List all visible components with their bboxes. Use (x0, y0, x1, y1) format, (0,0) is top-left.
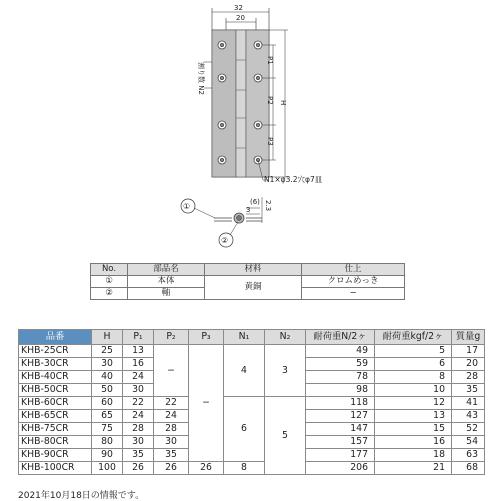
cell-load-n: 98 (306, 384, 375, 397)
col-p1: P₁ (123, 330, 154, 345)
cell-p1: 16 (123, 358, 154, 371)
cell-p2: 35 (154, 449, 189, 462)
cell-p1: 30 (123, 384, 154, 397)
cell-p2: 28 (154, 423, 189, 436)
cell-mass: 20 (452, 358, 485, 371)
cell-p1: 30 (123, 436, 154, 449)
width-outer-label: 32 (234, 4, 243, 12)
cell-model: KHB-65CR (19, 410, 92, 423)
cell-p1: 24 (123, 410, 154, 423)
parts-no: ① (91, 276, 128, 288)
cell-model: KHB-75CR (19, 423, 92, 436)
cell-n1-merged: 6 (224, 397, 265, 462)
cell-p1: 13 (123, 345, 154, 358)
table-row (19, 462, 485, 475)
cell-h: 75 (92, 423, 123, 436)
callout-2 (219, 222, 238, 247)
cell-mass: 41 (452, 397, 485, 410)
parts-col-material: 材料 (205, 264, 302, 276)
cell-p1: 24 (123, 371, 154, 384)
cell-load-kgf: 18 (375, 449, 452, 462)
cell-load-n: 78 (306, 371, 375, 384)
thickness-label: 2.3 (264, 200, 272, 212)
cell-model: KHB-50CR (19, 384, 92, 397)
cell-h: 80 (92, 436, 123, 449)
cell-load-kgf: 10 (375, 384, 452, 397)
cell-load-kgf: 21 (375, 462, 452, 475)
cell-p2: 30 (154, 436, 189, 449)
footnote: 2021年10月18日の情報です。 (18, 491, 145, 501)
parts-finish: − (302, 288, 405, 300)
cell-load-n: 177 (306, 449, 375, 462)
parts-material: 黄銅 (205, 276, 302, 300)
col-load-n: 耐荷重N/2ヶ (306, 330, 375, 345)
cell-load-kgf: 16 (375, 436, 452, 449)
cell-load-n: 127 (306, 410, 375, 423)
cell-load-kgf: 12 (375, 397, 452, 410)
cell-p1: 35 (123, 449, 154, 462)
cell-load-kgf: 6 (375, 358, 452, 371)
col-mass: 質量g (452, 330, 485, 345)
hole-spec-label: N1×φ3.2穴φ7皿 (264, 175, 323, 184)
cell-h: 50 (92, 384, 123, 397)
cell-p2: 26 (154, 462, 189, 475)
cell-model: KHB-100CR (19, 462, 92, 475)
cell-p2: 24 (154, 410, 189, 423)
cell-model: KHB-30CR (19, 358, 92, 371)
offset-label: 3 (246, 206, 251, 214)
col-load-kgf: 耐荷重kgf/2ヶ (375, 330, 452, 345)
cell-load-n: 118 (306, 397, 375, 410)
parts-col-finish: 仕上 (302, 264, 405, 276)
table-row (19, 397, 485, 410)
parts-col-no: No. (91, 264, 128, 276)
cell-load-n: 49 (306, 345, 375, 358)
table-row (91, 276, 405, 288)
parts-part: 本体 (128, 276, 205, 288)
cell-mass: 43 (452, 410, 485, 423)
cell-load-kgf: 5 (375, 345, 452, 358)
parts-table (90, 263, 405, 300)
parts-table-header (91, 264, 405, 276)
pitch-label-3: P3 (266, 137, 274, 146)
cell-n1: 8 (224, 462, 265, 475)
callout-1 (181, 199, 215, 218)
cell-mass: 17 (452, 345, 485, 358)
cell-n1-merged: 4 (224, 345, 265, 397)
cell-model: KHB-40CR (19, 371, 92, 384)
pitch-label-1: P1 (266, 56, 274, 65)
spec-table-header (19, 330, 485, 345)
cell-p3: 26 (189, 462, 224, 475)
cell-load-kgf: 8 (375, 371, 452, 384)
col-h: H (92, 330, 123, 345)
parts-no: ② (91, 288, 128, 300)
col-p2: P₂ (154, 330, 189, 345)
cell-load-n: 157 (306, 436, 375, 449)
height-label: H (279, 100, 287, 106)
col-n2: N₂ (265, 330, 306, 345)
cell-p3-merged: − (189, 345, 224, 462)
table-row (19, 345, 485, 358)
spec-table (18, 329, 485, 475)
cell-h: 100 (92, 462, 123, 475)
cell-n2-merged: 3 (265, 345, 306, 397)
cell-h: 25 (92, 345, 123, 358)
width-inner-label: 20 (236, 14, 245, 22)
cell-n2-merged: 5 (265, 397, 306, 475)
cell-model: KHB-25CR (19, 345, 92, 358)
col-model: 品番 (19, 330, 92, 345)
cell-load-kgf: 13 (375, 410, 452, 423)
callout-1-label: ① (183, 202, 191, 211)
knuckle-count-label: 割り数 N2 (197, 62, 205, 95)
col-n1: N₁ (224, 330, 265, 345)
cell-mass: 28 (452, 371, 485, 384)
cell-load-n: 59 (306, 358, 375, 371)
cell-h: 65 (92, 410, 123, 423)
cell-mass: 68 (452, 462, 485, 475)
cell-mass: 35 (452, 384, 485, 397)
side-view (214, 213, 262, 223)
cell-mass: 54 (452, 436, 485, 449)
parts-finish: クロムめっき (302, 276, 405, 288)
cell-load-n: 147 (306, 423, 375, 436)
cell-p1: 28 (123, 423, 154, 436)
pitch-label-2: P2 (266, 96, 274, 105)
cell-mass: 52 (452, 423, 485, 436)
cell-p2-merged: − (154, 345, 189, 397)
cell-model: KHB-60CR (19, 397, 92, 410)
cell-load-kgf: 15 (375, 423, 452, 436)
cell-p1: 26 (123, 462, 154, 475)
cell-model: KHB-80CR (19, 436, 92, 449)
cell-h: 30 (92, 358, 123, 371)
pin-dia-label: (6) (250, 198, 260, 206)
cell-model: KHB-90CR (19, 449, 92, 462)
cell-load-n: 206 (306, 462, 375, 475)
cell-h: 60 (92, 397, 123, 410)
hinge-body (212, 30, 269, 177)
cell-p1: 22 (123, 397, 154, 410)
cell-mass: 63 (452, 449, 485, 462)
parts-col-part: 部品名 (128, 264, 205, 276)
cell-p2: 22 (154, 397, 189, 410)
callout-2-label: ② (221, 236, 229, 245)
col-p3: P₃ (189, 330, 224, 345)
parts-part: 軸 (128, 288, 205, 300)
cell-h: 40 (92, 371, 123, 384)
cell-h: 90 (92, 449, 123, 462)
